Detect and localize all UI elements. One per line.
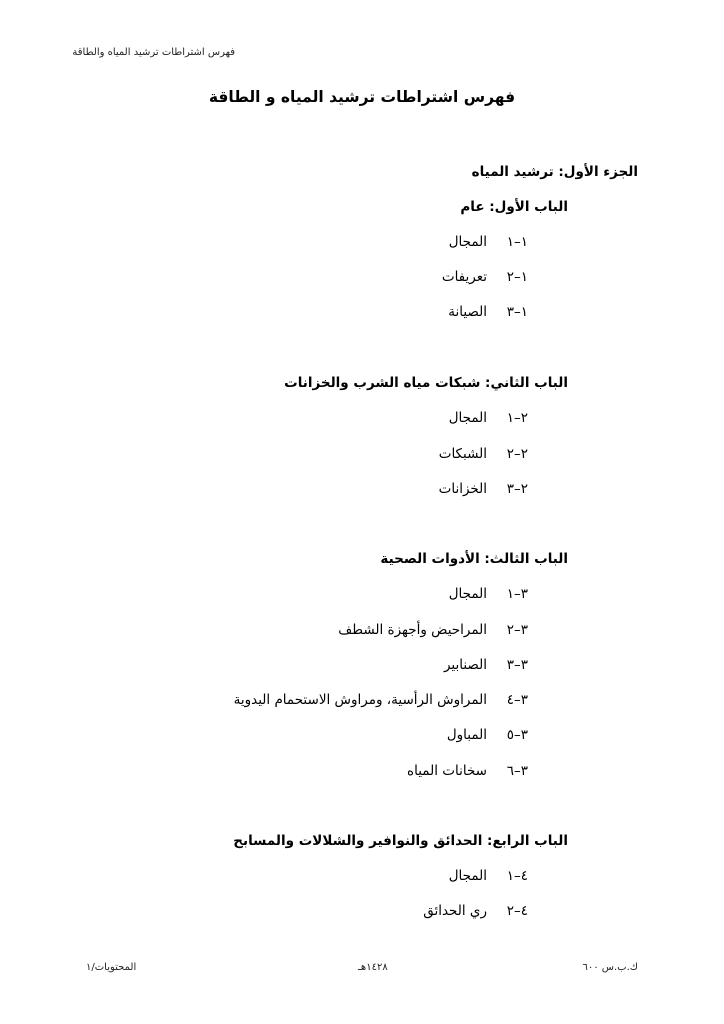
toc-item[interactable]: [449, 868, 528, 884]
chapter-title: الباب الرابع: الحدائق والنوافير والشلالات والمسابح: [233, 833, 568, 849]
toc-item[interactable]: [423, 903, 528, 919]
chapter-title: الباب الأول: عام: [460, 199, 568, 215]
toc-item[interactable]: [439, 446, 528, 462]
item-label: الشبكات: [438, 446, 487, 462]
chapter-title: الباب الثاني: شبكات مياه الشرب والخزانات: [284, 375, 568, 391]
footer-page-label: المحتويات/١: [86, 962, 137, 973]
item-label: ري الحدائق: [423, 903, 487, 919]
item-number: ٣–٣: [506, 657, 528, 673]
item-number: ٢–٢: [506, 446, 528, 462]
item-number: ٣–١: [506, 586, 528, 602]
running-header: فهرس اشتراطات ترشيد المياه والطاقة: [72, 47, 235, 58]
item-label: الخزانات: [438, 481, 487, 497]
item-label: المجال: [448, 410, 487, 426]
toc-item[interactable]: [444, 657, 528, 673]
item-label: الصيانة: [448, 304, 487, 320]
footer-year: ١٤٢٨هـ: [358, 962, 388, 973]
part-title: الجزء الأول: ترشيد المياه: [471, 164, 638, 180]
item-number: ٣–٤: [506, 692, 528, 708]
toc-item[interactable]: [449, 586, 528, 602]
toc-item[interactable]: [448, 304, 528, 320]
item-number: ١–٣: [506, 304, 528, 320]
item-number: ٤–٢: [506, 903, 528, 919]
toc-item[interactable]: [439, 481, 528, 497]
item-label: المراحيض وأجهزة الشطف: [338, 622, 487, 638]
item-label: المجال: [448, 234, 487, 250]
item-number: ٣–٦: [506, 763, 528, 779]
item-label: المجال: [448, 868, 487, 884]
item-number: ٢–٣: [506, 481, 528, 497]
item-number: ١–١: [506, 234, 528, 250]
item-label: المراوش الرأسية، ومراوش الاستحمام اليدوية: [233, 692, 487, 708]
item-label: المباول: [446, 727, 487, 743]
page-title: فهرس اشتراطات ترشيد المياه و الطاقة: [208, 88, 516, 106]
item-label: المجال: [448, 586, 487, 602]
item-number: ٣–٥: [506, 727, 528, 743]
item-number: ٣–٢: [506, 622, 528, 638]
toc-item[interactable]: [447, 727, 528, 743]
item-label: سخانات المياه: [407, 763, 487, 779]
toc-item[interactable]: [234, 692, 528, 708]
toc-item[interactable]: [338, 622, 528, 638]
item-label: تعريفات: [441, 269, 487, 285]
item-number: ٢–١: [506, 410, 528, 426]
toc-item[interactable]: [449, 410, 528, 426]
toc-item[interactable]: [449, 234, 528, 250]
chapter-title: الباب الثالث: الأدوات الصحية: [380, 551, 568, 567]
item-number: ١–٢: [506, 269, 528, 285]
item-label: الصنابير: [443, 657, 487, 673]
toc-item[interactable]: [442, 269, 528, 285]
footer-code: ك.ب.س ٦٠٠: [582, 962, 638, 973]
toc-item[interactable]: [407, 763, 528, 779]
item-number: ٤–١: [506, 868, 528, 884]
